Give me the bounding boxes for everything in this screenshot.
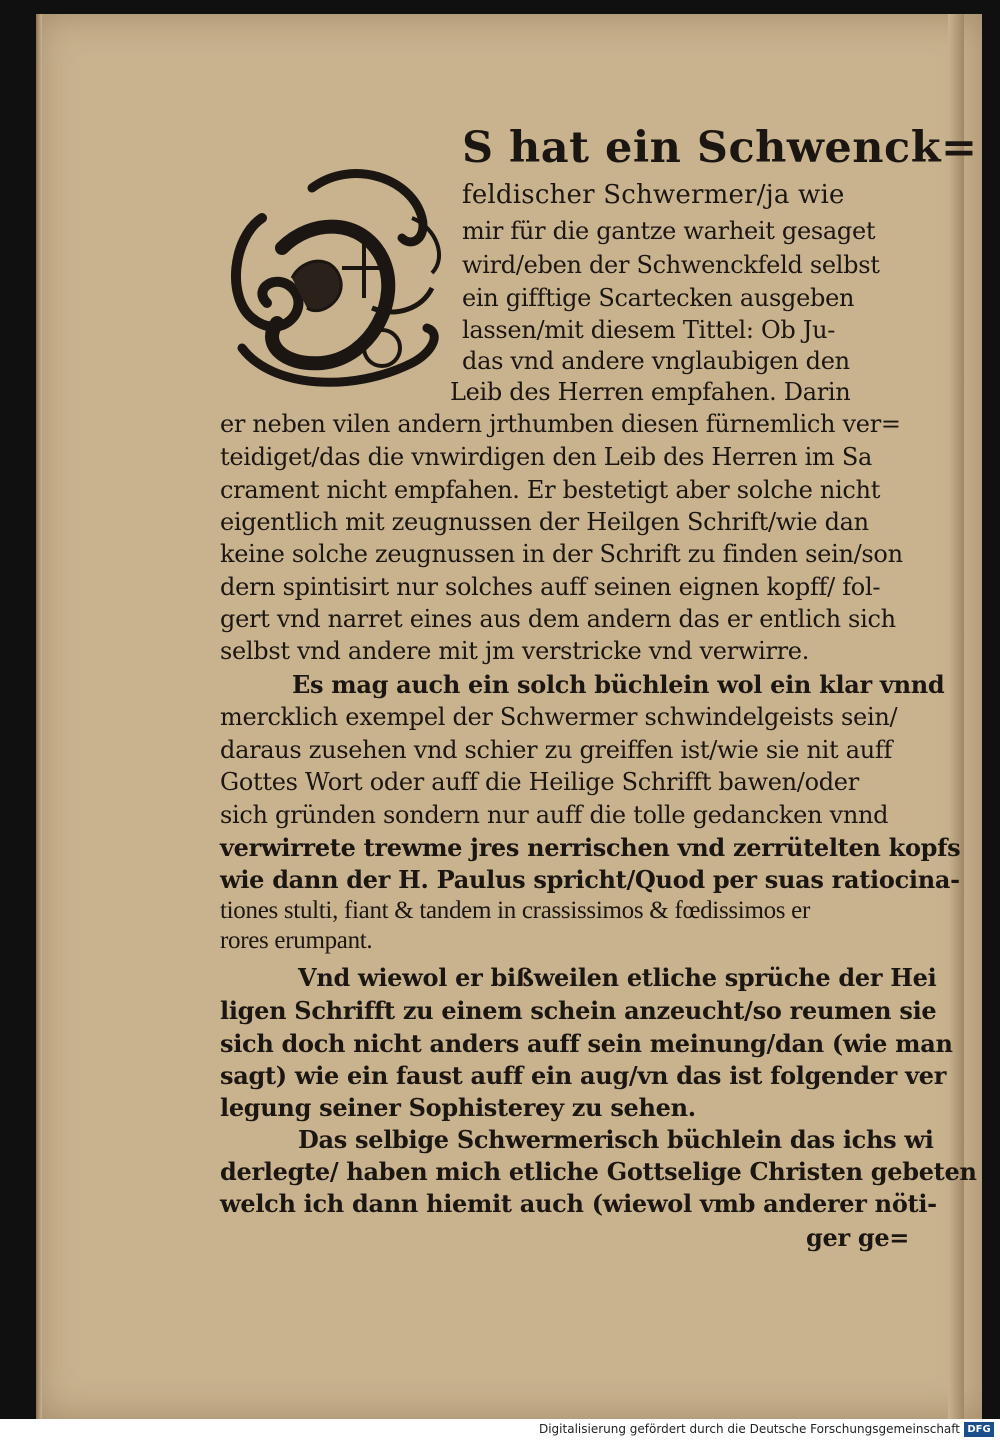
text-line: Gottes Wort oder auff die Heilige Schrifft bawen/oder [220,768,859,796]
text-line: sich doch nicht anders auff sein meinung/dan (wie man [220,1029,953,1058]
catchword: ger ge= [806,1223,910,1252]
text-line: wie dann der H. Paulus spricht/Quod per suas ratiocina- [220,865,960,894]
text-line: ligen Schrifft zu einem schein anzeucht/so reumen sie [220,996,937,1025]
text-line: S hat ein Schwenck= [462,123,978,173]
footer-credit: Digitalisierung gefördert durch die Deutsche Forschungsgemeinschaft [538,1422,960,1436]
footer-bar [0,1419,1000,1441]
text-line: legung seiner Sophisterey zu sehen. [220,1093,696,1122]
text-line: tiones stulti, fiant & tandem in crassissimos & fœdissimos er [220,897,810,924]
text-line: Es mag auch ein solch büchlein wol ein klar vnnd [292,670,945,699]
text-line: teidiget/das die vnwirdigen den Leib des Herren im Sa [220,443,872,471]
text-line: sich gründen sondern nur auff die tolle gedancken vnnd [220,801,889,829]
text-line: verwirrete trewme jres nerrischen vnd zerrütelten kopfs [220,833,961,862]
text-line: sagt) wie ein faust auff ein aug/vn das ist folgender ver [220,1061,947,1090]
text-line: keine solche zeugnussen in der Schrift zu finden sein/son [220,540,903,568]
text-line: welch ich dann hiemit auch (wiewol vmb anderer nöti- [220,1189,937,1218]
page-gutter [948,14,964,1419]
text-line: crament nicht empfahen. Er bestetigt aber solche nicht [220,476,881,504]
text-line: das vnd andere vnglaubigen den [462,347,850,375]
text-line: derlegte/ haben mich etliche Gottselige Christen gebeten [220,1157,977,1186]
text-line: eigentlich mit zeugnussen der Heilgen Schrift/wie dan [220,508,869,536]
text-line: er neben vilen andern jrthumben diesen fürnemlich ver= [220,410,901,438]
text-line: feldischer Schwermer/ja wie [462,180,845,210]
text-line: mir für die gantze warheit gesaget [462,217,876,245]
text-line: daraus zusehen vnd schier zu greiffen ist/wie sie nit auff [220,736,893,764]
text-line: gert vnd narret eines aus dem andern das er entlich sich [220,605,896,633]
page-edge [36,14,42,1419]
text-line: rores erumpant. [220,927,373,954]
text-line: Vnd wiewol er bißweilen etliche sprüche der Hei [298,963,937,992]
text-line: wird/eben der Schwenckfeld selbst [462,251,880,279]
text-line: Leib des Herren empfahen. Darin [450,378,851,406]
text-line: Das selbige Schwermerisch büchlein das ichs wi [298,1125,934,1154]
text-line: lassen/mit diesem Tittel: Ob Ju- [462,316,836,344]
text-line: ein gifftige Scartecken ausgeben [462,284,855,312]
text-line: selbst vnd andere mit jm verstricke vnd verwirre. [220,637,810,665]
dfg-logo: DFG [964,1422,994,1437]
decorated-initial-e [222,158,458,398]
text-line: mercklich exempel der Schwermer schwindelgeists sein/ [220,703,898,731]
text-line: dern spintisirt nur solches auff seinen eignen kopff/ fol- [220,573,881,601]
